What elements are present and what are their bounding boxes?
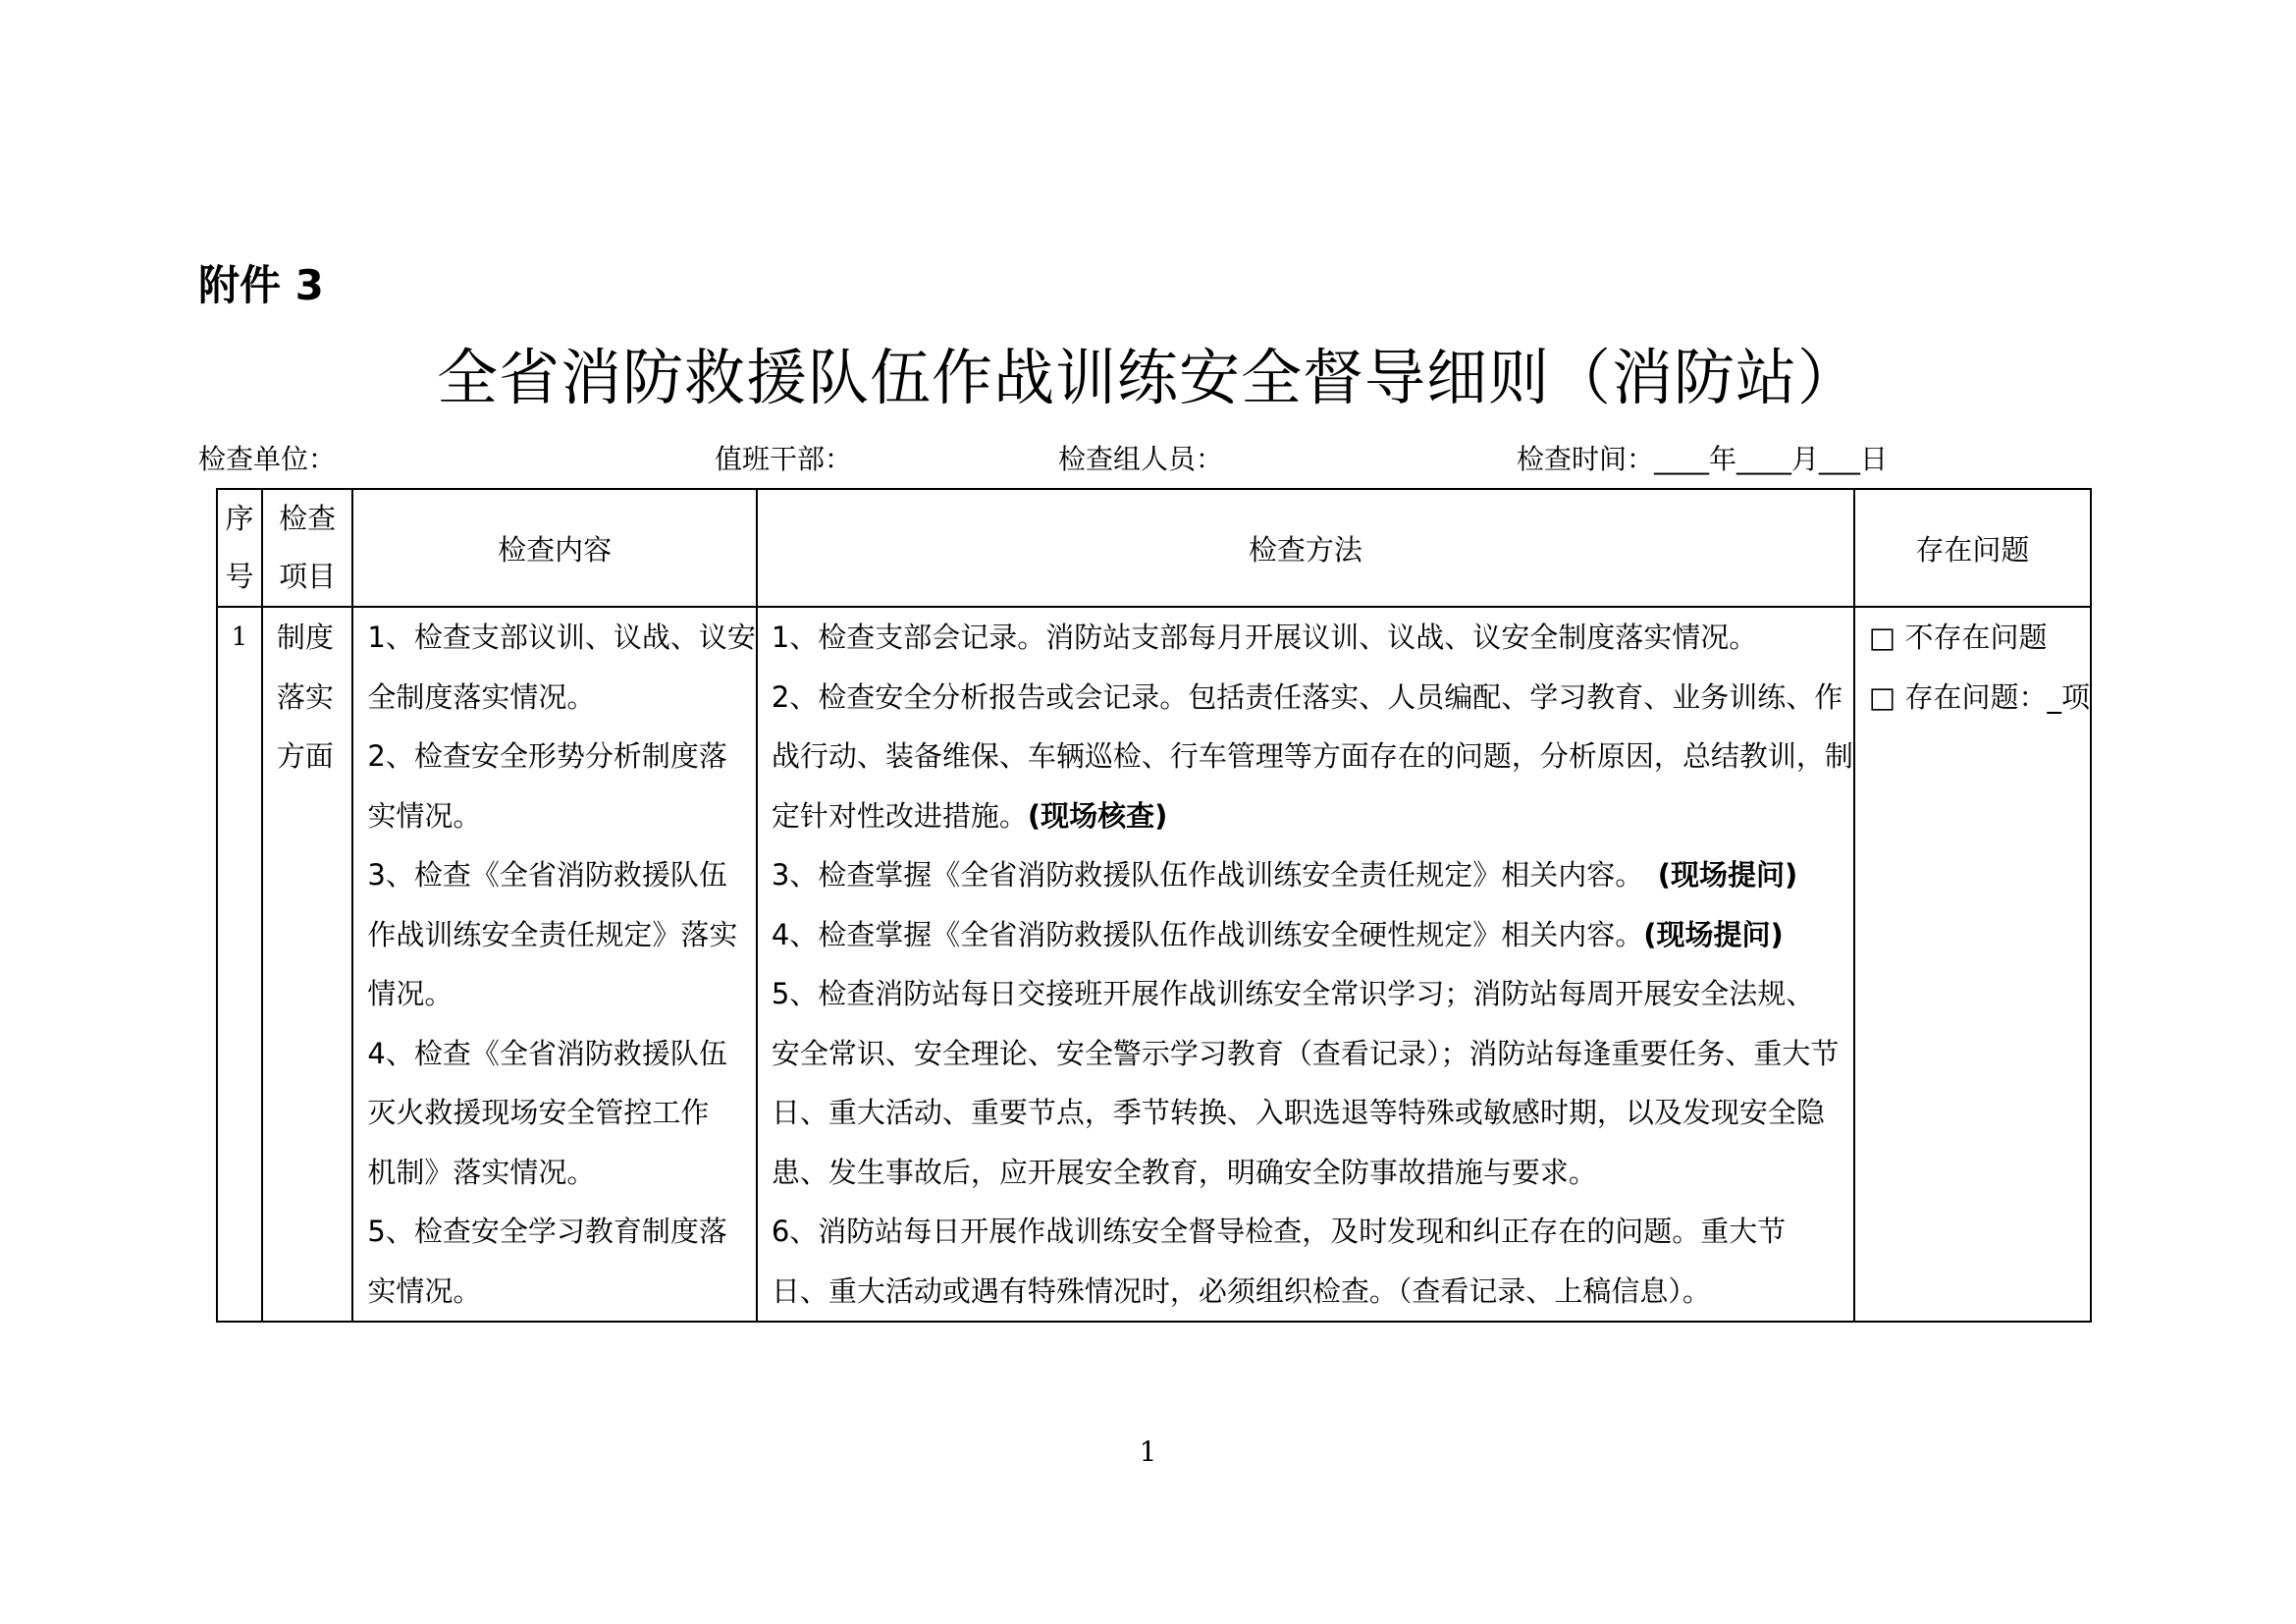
method-cell [757,607,1854,1322]
content-line: 2、检查安全形势分析制度落 [367,739,727,773]
method-line [758,1143,1853,1203]
header-item [262,489,353,607]
inspection-team-label: 检查组人员： [1058,443,1224,475]
method-line [758,608,1853,668]
content-cell [352,607,756,1322]
header-seq-line: 号 [225,560,254,593]
method-text: 定针对性改进措施。 [771,798,1028,833]
content-line: 1、检查支部议训、议战、议安 [367,621,756,654]
method-text: 1、检查支部会记录。消防站支部每月开展议训、议战、议安全制度落实情况。 [771,621,1758,654]
header-seq [217,489,262,607]
method-text: 患、发生事故后，应开展安全教育，明确安全防事故措施与要求。 [771,1155,1597,1189]
method-note: (现场提问) [1643,917,1784,951]
issue-checkbox-option[interactable]: □ 不存在问题 [1868,621,2048,654]
content-line: 实情况。 [367,798,482,833]
method-text: 5、检查消防站每日交接班开展作战训练安全常识学习；消防站每周开展安全法规、 [771,977,1815,1010]
method-text: 3、检查掌握《全省消防救援队伍作战训练安全责任规定》相关内容。 [771,858,1658,892]
method-line [758,905,1853,965]
header-item-line: 项目 [279,560,337,593]
content-line: 机制》落实情况。 [367,1155,596,1189]
method-line [758,668,1853,728]
table-header-row [217,489,2091,607]
header-content: 检查内容 [352,489,756,607]
method-text: 6、消防站每日开展作战训练安全督导检查，及时发现和纠正存在的问题。重大节 [771,1215,1787,1248]
duty-cadre-label: 值班干部： [715,443,853,475]
header-seq-line: 序 [225,502,254,535]
header-item-line: 检查 [279,502,337,535]
page-number: 1 [1139,1435,1157,1468]
seq-cell [217,607,262,1322]
method-text: 安全常识、安全理论、安全警示学习教育（查看记录）；消防站每逢重要任务、重大节 [771,1036,1840,1070]
method-line [758,964,1853,1024]
page-title: 全省消防救援队伍作战训练安全督导细则（消防站） [436,342,1859,413]
method-line [758,1024,1853,1084]
item-line: 制度 [276,621,334,654]
method-text: 2、检查安全分析报告或会记录。包括责任落实、人员编配、学习教育、业务训练、作 [771,679,1843,714]
method-text: 战行动、装备维保、车辆巡检、行车管理等方面存在的问题，分析原因，总结教训，制 [771,739,1853,773]
seq-number: 1 [231,623,248,652]
method-note: (现场提问) [1657,858,1798,892]
content-line: 情况。 [367,977,454,1010]
issue-checkbox-option[interactable]: □ 存在问题：_项 [1868,679,2090,714]
method-line [758,786,1853,846]
method-note: (现场核查) [1027,798,1168,833]
header-method: 检查方法 [757,489,1854,607]
attachment-label: 附件 3 [198,261,324,309]
method-line [758,845,1853,905]
method-line [758,1202,1853,1262]
method-text: 日、重大活动、重要节点，季节转换、入职选退等特殊或敏感时期，以及发现安全隐 [771,1096,1825,1129]
issues-cell [1854,607,2091,1322]
content-line: 作战训练安全责任规定》落实 [367,917,738,951]
method-line [758,1262,1853,1322]
header-issues: 存在问题 [1854,489,2091,607]
method-text: 4、检查掌握《全省消防救援队伍作战训练安全硬性规定》相关内容。 [771,917,1644,951]
table-row [217,607,2091,1322]
inspection-time-label: 检查时间：____年____月___日 [1517,443,1889,475]
content-line: 3、检查《全省消防救援队伍 [367,858,727,892]
item-cell [262,607,353,1322]
method-text: 日、重大活动或遇有特殊情况时，必须组织检查。（查看记录、上稿信息）。 [771,1273,1711,1308]
content-line: 5、检查安全学习教育制度落 [367,1215,727,1248]
content-line: 4、检查《全省消防救援队伍 [367,1036,727,1070]
item-line: 落实 [276,679,334,714]
content-line: 实情况。 [367,1273,482,1308]
content-line: 灭火救援现场安全管控工作 [367,1096,710,1129]
content-line: 全制度落实情况。 [367,679,596,714]
method-line [758,1083,1853,1143]
inspection-unit-label: 检查单位： [198,443,337,475]
inspection-table [216,488,2092,1323]
item-line: 方面 [276,739,334,773]
method-line [758,727,1853,786]
